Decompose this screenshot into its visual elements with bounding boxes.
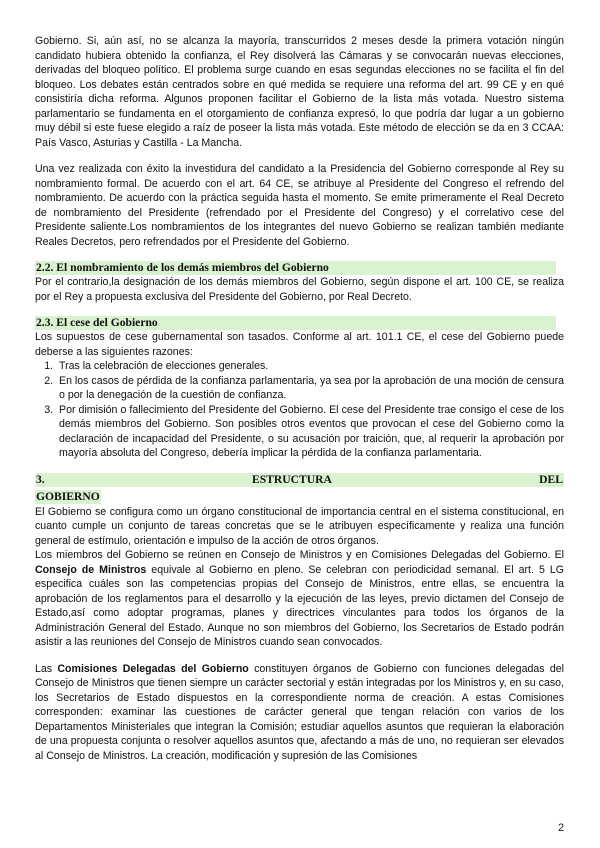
section-heading-3-word: DEL [539,472,563,486]
text-run: Las [35,662,58,675]
paragraph-comisiones-delegadas [35,662,564,764]
text-run: constituyen órganos de Gobierno con funciones delegadas del Consejo de Ministros que tienen siempre un carácter sectorial y están integradas por los Ministros y, en su caso, los Secretarios de Estado dispuestos en la correspondiente norma de creación. A estas Comisiones corresponden: examinar las cuestiones de carácter general que tengan relación con varios de los Departamentos Ministeriales que integran la Comisión; estudiar aquellos asuntos que requieran la elaboración de una propuesta conjunta o resolver aquellos asuntos que, afectando a más de uno, no requieran ser elevados al Consejo de Ministros. La creación, modificación y supresión de las Comisiones [35,662,564,762]
paragraph-nombramiento-presidente: Una vez realizada con éxito la investidura del candidato a la Presidencia del Gobierno corresponde al Rey su nombramiento formal. De acuerdo con el art. 64 CE, se atribuye al Presidente del Congreso el refrendo del nombramiento. De acuerdo con la práctica seguida hasta el momento. Se emite primeramente el Real Decreto de nombramiento del Presidente (refrendado por el Presidente del Congreso) y el correlativo cese del Presidente saliente.Los nombramientos de los integrantes del nuevo Gobierno se realizan también mediante Reales Decretos, pero refrendados por el Presidente del Gobierno. [35,163,564,248]
page-number: 2 [558,822,564,834]
paragraph-gobierno-organo: El Gobierno se configura como un órgano constitucional de importancia central en el sistema constitucional, en cuanto cumple un conjunto de tareas concretas que se le atribuyen específicamente y realiza una función general de estímulo, orientación e impulso de la acción de otros órganos. [35,505,564,547]
cese-reasons-list [35,359,564,461]
bold-term-consejo-ministros: Consejo de Ministros [35,563,147,576]
section-heading-3 [35,473,564,487]
list-item: 3. Por dimisión o fallecimiento del Presidente del Gobierno. El cese del Presidente trae consigo el cese de los demás miembros del Gobierno. Son posibles otros eventos que provocan el cese del Gobierno como la declaración de incapacidad del Presidente, o su acusación por traición, que, al requerir la aprobación por mayoría absoluta del Congreso, debería implicar la pérdida de la confianza parlamentaria. [56,403,564,461]
section-heading-3-word: ESTRUCTURA [251,472,332,486]
paragraph-investidura: Gobierno. Si, aún así, no se alcanza la mayoría, transcurridos 2 meses desde la primera votación ningún candidato hubiera obtenido la confianza, el Rey disolverá las Cámaras y se convocarán nuevas elecciones, derivadas del bloqueo político. El problema surge cuando en esas segundas elecciones no se facilita el fin del bloqueo. Los debates están centrados sobre en qué medida se requiere una reforma del art. 99 CE y en qué consistiría dicha reforma. Algunos proponen facilitar el Gobierno de la lista más votada. Nuestro sistema parlamentario se fundamenta en el otorgamiento de confianza expresó, lo que podría dar lugar a un gobierno muy débil si este fuese elegido a raíz de poseer la lista más votada. Este método de elección se da en 3 CCAA: País Vasco, Asturias y Castilla - La Mancha. [35,35,564,149]
paragraph-consejo-ministros [35,548,564,650]
list-item: 2. En los casos de pérdida de la confianza parlamentaria, ya sea por la aprobación de una moción de censura o por la denegación de la cuestión de confianza. [56,374,564,403]
section-heading-3-number: 3. [36,472,45,486]
paragraph-designacion-miembros: Por el contrario,la designación de los demás miembros del Gobierno, según dispone el art. 100 CE, se realiza por el Rey a propuesta exclusiva del Presidente del Gobierno, por Real Decreto. [35,276,564,303]
paragraph-supuestos-cese: Los supuestos de cese gubernamental son tasados. Conforme al art. 101.1 CE, el cese del Gobierno puede deberse a las siguientes razones: [35,331,564,358]
section-heading-3-continuation: GOBIERNO [36,489,100,503]
section-heading-2-2: 2.2. El nombramiento de los demás miembros del Gobierno [35,261,556,275]
list-item: 1. Tras la celebración de elecciones generales. [56,359,564,374]
section-heading-2-3: 2.3. El cese del Gobierno [35,316,556,330]
bold-term-comisiones-delegadas: Comisiones Delegadas del Gobierno [57,662,249,675]
text-run: equivale al Gobierno en pleno. Se celebran con periodicidad semanal. El art. 5 LG especifica cuáles son las competencias propias del Consejo de Ministros, entre ellas, se encuentra la aprobación de los reglamentos para el desarrollo y la ejecución de las leyes, previo dictamen del Consejo de Estado,así como adoptar programas, planes y directrices vinculantes para todos los órganos de la Administración General del Estado. Aunque no son miembros del Gobierno, los Secretarios de Estado podrán asistir a las reuniones del Consejo de Ministros cuando sean convocados. [35,563,564,648]
text-run: Los miembros del Gobierno se reúnen en Consejo de Ministros y en Comisiones Delegadas del Gobierno. El [35,549,564,561]
